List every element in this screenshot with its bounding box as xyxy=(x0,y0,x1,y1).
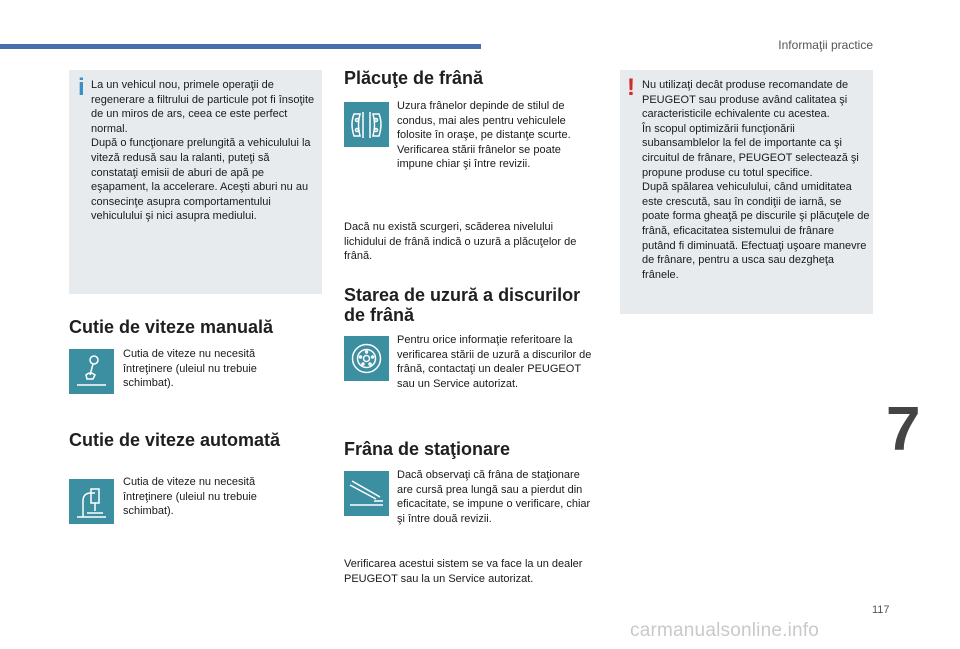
header-bar xyxy=(0,44,481,49)
manual-gearbox-title: Cutie de viteze manuală xyxy=(69,317,274,337)
brake-fluid-text: Dacă nu există scurgeri, scăderea nivelului lichidului de frână indică o uzură a plăcuţelor de frână. xyxy=(344,221,577,263)
watermark: carmanualsonline.info xyxy=(630,620,820,641)
warning-box xyxy=(620,70,873,314)
brake-pads-title: Plăcuţe de frână xyxy=(344,68,484,88)
chapter-number: 7 xyxy=(886,395,921,464)
automatic-gearbox-title: Cutie de viteze automată xyxy=(69,430,281,450)
brake-pads-text: Uzura frânelor depinde de stilul de condus, mai ales pentru vehiculele folosite în oraşe, pe distanţe scurte. Verificarea stării frânelor se poate impune chiar şi între revizii. xyxy=(397,100,571,171)
automatic-gearbox-icon xyxy=(69,479,114,524)
parking-brake-icon xyxy=(344,471,389,516)
page-number: 117 xyxy=(872,604,890,616)
warning-box-text: Nu utilizaţi decât produse recomandate de PEUGEOT sau produse având calitatea şi caracteristicile echivalente cu acestea. În scopul optimizării funcţionării subansamblelor la fel de importante ca şi circuitul de frânare, PEUGEOT selectează şi propune produse cu totul specifice. După spălarea vehiculului, când umiditatea este crescută, sau în condiţii de iarnă, se poate forma gheaţă pe discurile şi plăcuţele de frână, eficacitatea sistemului de frânare putând fi diminuată. Efectuaţi uşoare manevre de frânare, pentru a usca sau dezgheţa frânele. xyxy=(642,79,870,281)
brake-discs-title: Starea de uzură a discurilor de frână xyxy=(344,285,581,325)
info-box-text: La un vehicul nou, primele operaţii de regenerare a filtrului de particule pot fi însoţite de un miros de ars, ceea ce este perfect normal. După o funcţionare prelungită a vehiculului la viteză redusă sau la ralanti, puteţi să constataţi emisii de aburi de apă pe eşapament, la accelerare. Aceşti aburi nu au consecinţe asupra comportamentului vehiculului şi nici asupra mediului. xyxy=(91,79,315,223)
brake-discs-text: Pentru orice informaţie referitoare la verificarea stării de uzură a discurilor de frână, contactaţi un dealer PEUGEOT sau un Service autorizat. xyxy=(397,334,592,390)
manual-gearbox-icon xyxy=(69,349,114,394)
automatic-gearbox-text: Cutia de viteze nu necesită întreţinere (uleiul nu trebuie schimbat). xyxy=(123,476,257,518)
parking-brake-service-text: Verificarea acestui sistem se va face la un dealer PEUGEOT sau la un Service autorizat. xyxy=(344,558,583,585)
info-icon: i xyxy=(78,74,85,101)
warning-icon: ! xyxy=(627,74,635,101)
brake-pads-icon xyxy=(344,102,389,147)
manual-gearbox-text: Cutia de viteze nu necesită întreţinere (uleiul nu trebuie schimbat). xyxy=(123,348,257,390)
parking-brake-text: Dacă observaţi că frâna de staţionare are cursă prea lungă sau a pierdut din eficacitate, se impune o verificare, chiar şi între două revizii. xyxy=(397,469,591,525)
brake-disc-icon xyxy=(344,336,389,381)
info-box xyxy=(69,70,322,294)
section-title: Informaţii practice xyxy=(778,38,873,52)
parking-brake-title: Frâna de staţionare xyxy=(344,439,511,459)
